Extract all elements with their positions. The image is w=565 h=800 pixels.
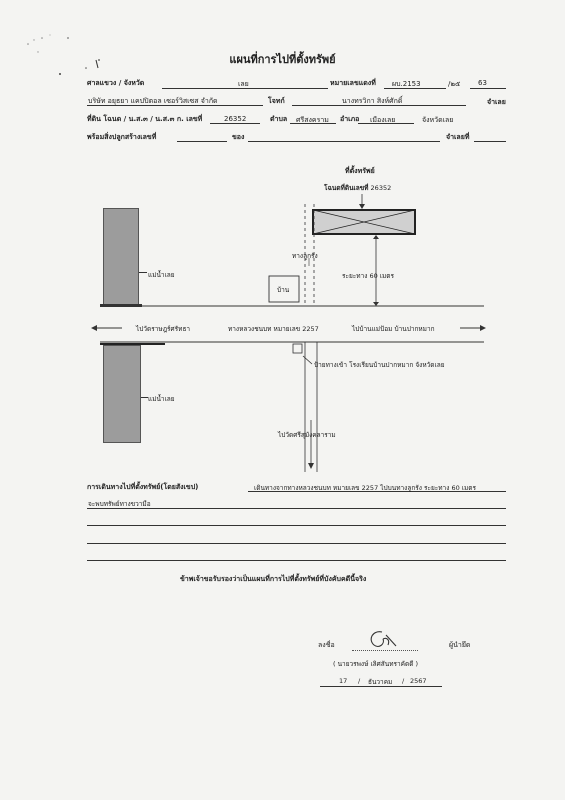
to-left-label: ไปวัดราษฎร์ศรัทธา [136, 325, 191, 333]
signer-role: ผู้นำยึด [449, 641, 471, 649]
province-value: จังหวัดเลย [422, 116, 454, 124]
defendant-no-label: จำเลยที่ [446, 133, 470, 141]
directions-line2: จะพบทรัพย์ทางขวามือ [88, 500, 151, 508]
date-year: 2567 [410, 677, 427, 685]
tambon-value: ศรีสงคราม [296, 116, 329, 124]
page-title: แผนที่การไปที่ตั้งทรัพย์ [229, 53, 336, 66]
plaintiff-value: บริษัท อยุธยา แคปปิตอล เซอร์วิสเซส จำกัด [88, 97, 218, 105]
defendant-label: จำเลย [487, 98, 506, 106]
to-south-label: ไปวัดศรีสุมังคลาราม [278, 431, 336, 439]
building-label: พร้อมสิ่งปลูกสร้างเลขที่ [87, 133, 157, 141]
tambon-label: ตำบล [270, 115, 288, 123]
of-label: ของ [232, 133, 245, 141]
land-label: ที่ดิน โฉนด / น.ส.๓ / น.ส.๓ ก. เลขที่ [87, 115, 203, 123]
highway-label: ทางหลวงชนบท หมายเลข 2257 [228, 325, 319, 333]
date-sep-2: / [402, 677, 405, 685]
case-year-value: 63 [478, 79, 487, 87]
date-sep-1: / [358, 677, 361, 685]
certify-text: ข้าพเจ้าขอรับรองว่าเป็นแผนที่การไปที่ตั้งทรัพย์ที่บังคับคดีนี้จริง [180, 575, 367, 583]
signer-name: ( นายวรพงษ์ เลิศสันทราคัดดี ) [333, 660, 419, 668]
river-bottom-block [103, 345, 141, 443]
date-month: ธันวาคม [368, 678, 393, 686]
river-bottom-label: แม่น้ำเลย [148, 395, 175, 403]
signature-mark [366, 628, 400, 650]
case-no-label: หมายเลขแดงที่ [330, 79, 376, 87]
deed-label: โฉนดที่ดินเลขที่ [324, 184, 369, 192]
house-label: บ้าน [277, 286, 290, 294]
defendant-value: นางทรวิกา สิงห์ศักดิ์ [342, 97, 403, 105]
amphoe-value: เมืองเลย [370, 116, 396, 124]
date-day: 17 [339, 677, 348, 685]
case-year-sep: /๒๕ [448, 80, 461, 88]
deed-no: 26352 [370, 184, 392, 192]
case-no-value: ผบ.2153 [392, 80, 421, 88]
directions-line1: เดินทางจากทางหลวงชนบท หมายเลข 2257 ไปบนทางลูกรัง ระยะทาง 60 เมตร [254, 484, 477, 492]
river-top-label: แม่น้ำเลย [148, 271, 175, 279]
plaintiff-label: โจทก์ [268, 97, 285, 105]
sign-label: ลงชื่อ [318, 641, 335, 649]
court-value: เลย [238, 80, 249, 88]
land-no: 26352 [224, 115, 247, 123]
court-label: ศาลแขวง / จังหวัด [87, 79, 145, 87]
river-top-block [103, 208, 139, 306]
directions-label: การเดินทางไปที่ตั้งทรัพย์(โดยสังเขป) [87, 483, 199, 491]
amphoe-label: อำเภอ [340, 115, 360, 123]
junction-note: ป้ายทางเข้า โรงเรียนบ้านปากหมาก จังหวัดเลย [314, 361, 445, 369]
property-label: ที่ตั้งทรัพย์ [345, 167, 375, 175]
soil-road-label: ทางลูกรัง [292, 252, 318, 260]
distance-label: ระยะทาง 60 เมตร [342, 272, 395, 280]
to-right-label: ไปบ้านแม่ป้อม บ้านปากหมาก [352, 325, 435, 333]
